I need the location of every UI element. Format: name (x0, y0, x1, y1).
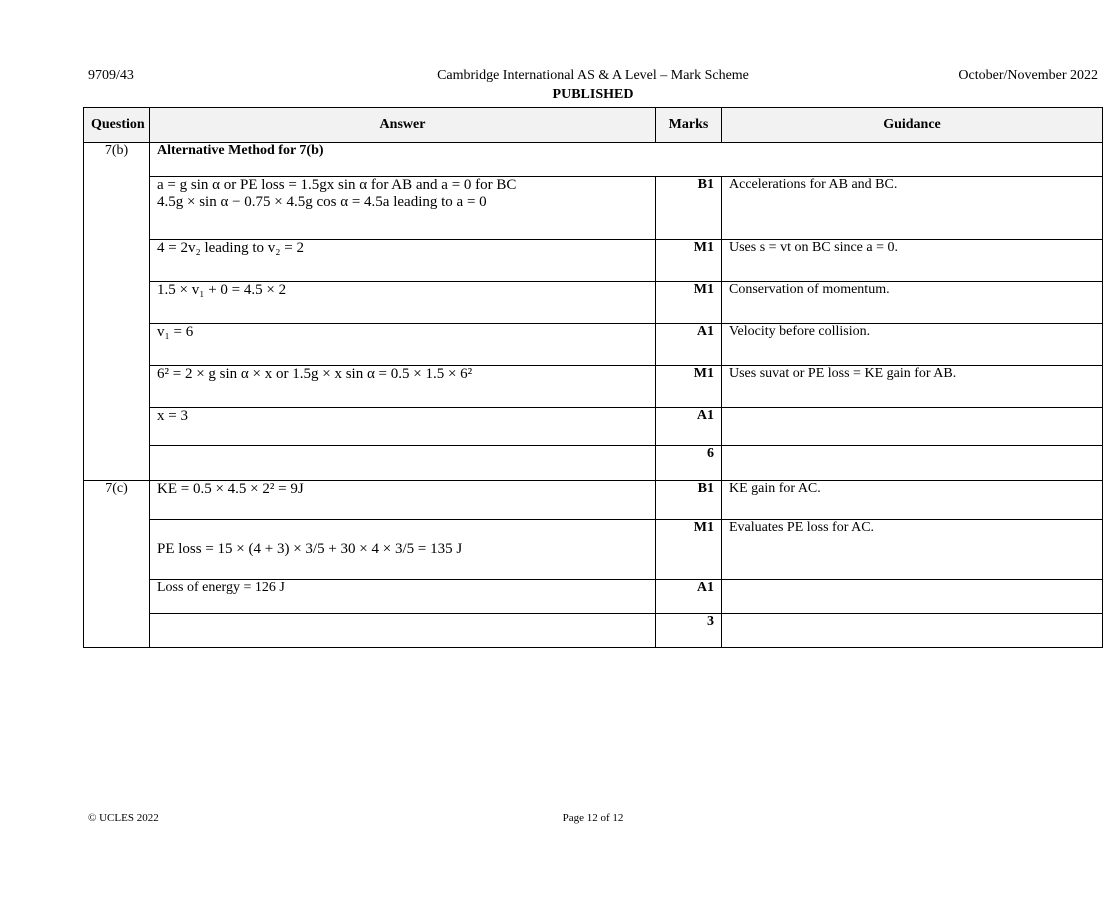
mark-cell: M1 (656, 282, 722, 324)
mark-cell: B1 (656, 481, 722, 520)
guidance-cell (722, 408, 1103, 446)
col-answer: Answer (150, 108, 656, 143)
table-row (84, 177, 1103, 240)
page-number: Page 12 of 12 (562, 812, 624, 824)
question-label-7b: 7(b) (84, 143, 150, 481)
col-guidance: Guidance (722, 108, 1103, 143)
answer-line: a = g sin α or PE loss = 1.5gx sin α for AB and a = 0 for BC (157, 177, 517, 193)
guidance-cell: Accelerations for AB and BC. (722, 177, 1103, 240)
answer-cell: 6² = 2 × g sin α × x or 1.5g × x sin α = 0.5 × 1.5 × 6² (150, 366, 656, 408)
guidance-cell: Uses s = vt on BC since a = 0. (722, 240, 1103, 282)
answer-cell: x = 3 (150, 408, 656, 446)
guidance-cell: Uses suvat or PE loss = KE gain for AB. (722, 366, 1103, 408)
guidance-cell: Velocity before collision. (722, 324, 1103, 366)
mark-cell: A1 (656, 324, 722, 366)
table-row (84, 143, 1103, 177)
guidance-cell: KE gain for AC. (722, 481, 1103, 520)
table-row (84, 408, 1103, 446)
table-row (84, 580, 1103, 614)
mark-cell: M1 (656, 366, 722, 408)
mark-cell: B1 (656, 177, 722, 240)
guidance-cell: Evaluates PE loss for AC. (722, 520, 1103, 580)
method-title: Alternative Method for 7(b) (150, 143, 1103, 177)
total-marks-7b: 6 (656, 446, 722, 481)
answer-cell (150, 177, 656, 240)
question-label-7c: 7(c) (84, 481, 150, 648)
mark-cell: A1 (656, 580, 722, 614)
mark-scheme-table (83, 107, 1103, 648)
answer-line: 4.5g × sin α − 0.75 × 4.5g cos α = 4.5a leading to a = 0 (157, 194, 487, 210)
col-question: Question (84, 108, 150, 143)
mark-cell: A1 (656, 408, 722, 446)
table-row (84, 520, 1103, 580)
guidance-cell: Conservation of momentum. (722, 282, 1103, 324)
table-row-total (84, 614, 1103, 648)
answer-cell: 1.5 × v₁ + 0 = 4.5 × 2 (150, 282, 656, 324)
table-row (84, 240, 1103, 282)
document-title: Cambridge International AS & A Level – Mark Scheme (437, 68, 749, 83)
copyright: © UCLES 2022 (88, 812, 159, 824)
table-header-row (84, 108, 1103, 143)
table-row-total (84, 446, 1103, 481)
published-label: PUBLISHED (552, 87, 634, 102)
mark-cell: M1 (656, 520, 722, 580)
table-row (84, 324, 1103, 366)
paper-code: 9709/43 (88, 68, 134, 83)
exam-session: October/November 2022 (958, 68, 1098, 83)
mark-cell: M1 (656, 240, 722, 282)
table-row (84, 282, 1103, 324)
answer-cell: Loss of energy = 126 J (150, 580, 656, 614)
guidance-cell (722, 580, 1103, 614)
answer-cell: 4 = 2v₂ leading to v₂ = 2 (150, 240, 656, 282)
answer-cell: KE = 0.5 × 4.5 × 2² = 9J (150, 481, 656, 520)
total-marks-7c: 3 (656, 614, 722, 648)
table-row (84, 481, 1103, 520)
table-row (84, 366, 1103, 408)
answer-cell: v₁ = 6 (150, 324, 656, 366)
col-marks: Marks (656, 108, 722, 143)
answer-cell: PE loss = 15 × (4 + 3) × 3/5 + 30 × 4 × 3/5 = 135 J (150, 520, 656, 580)
